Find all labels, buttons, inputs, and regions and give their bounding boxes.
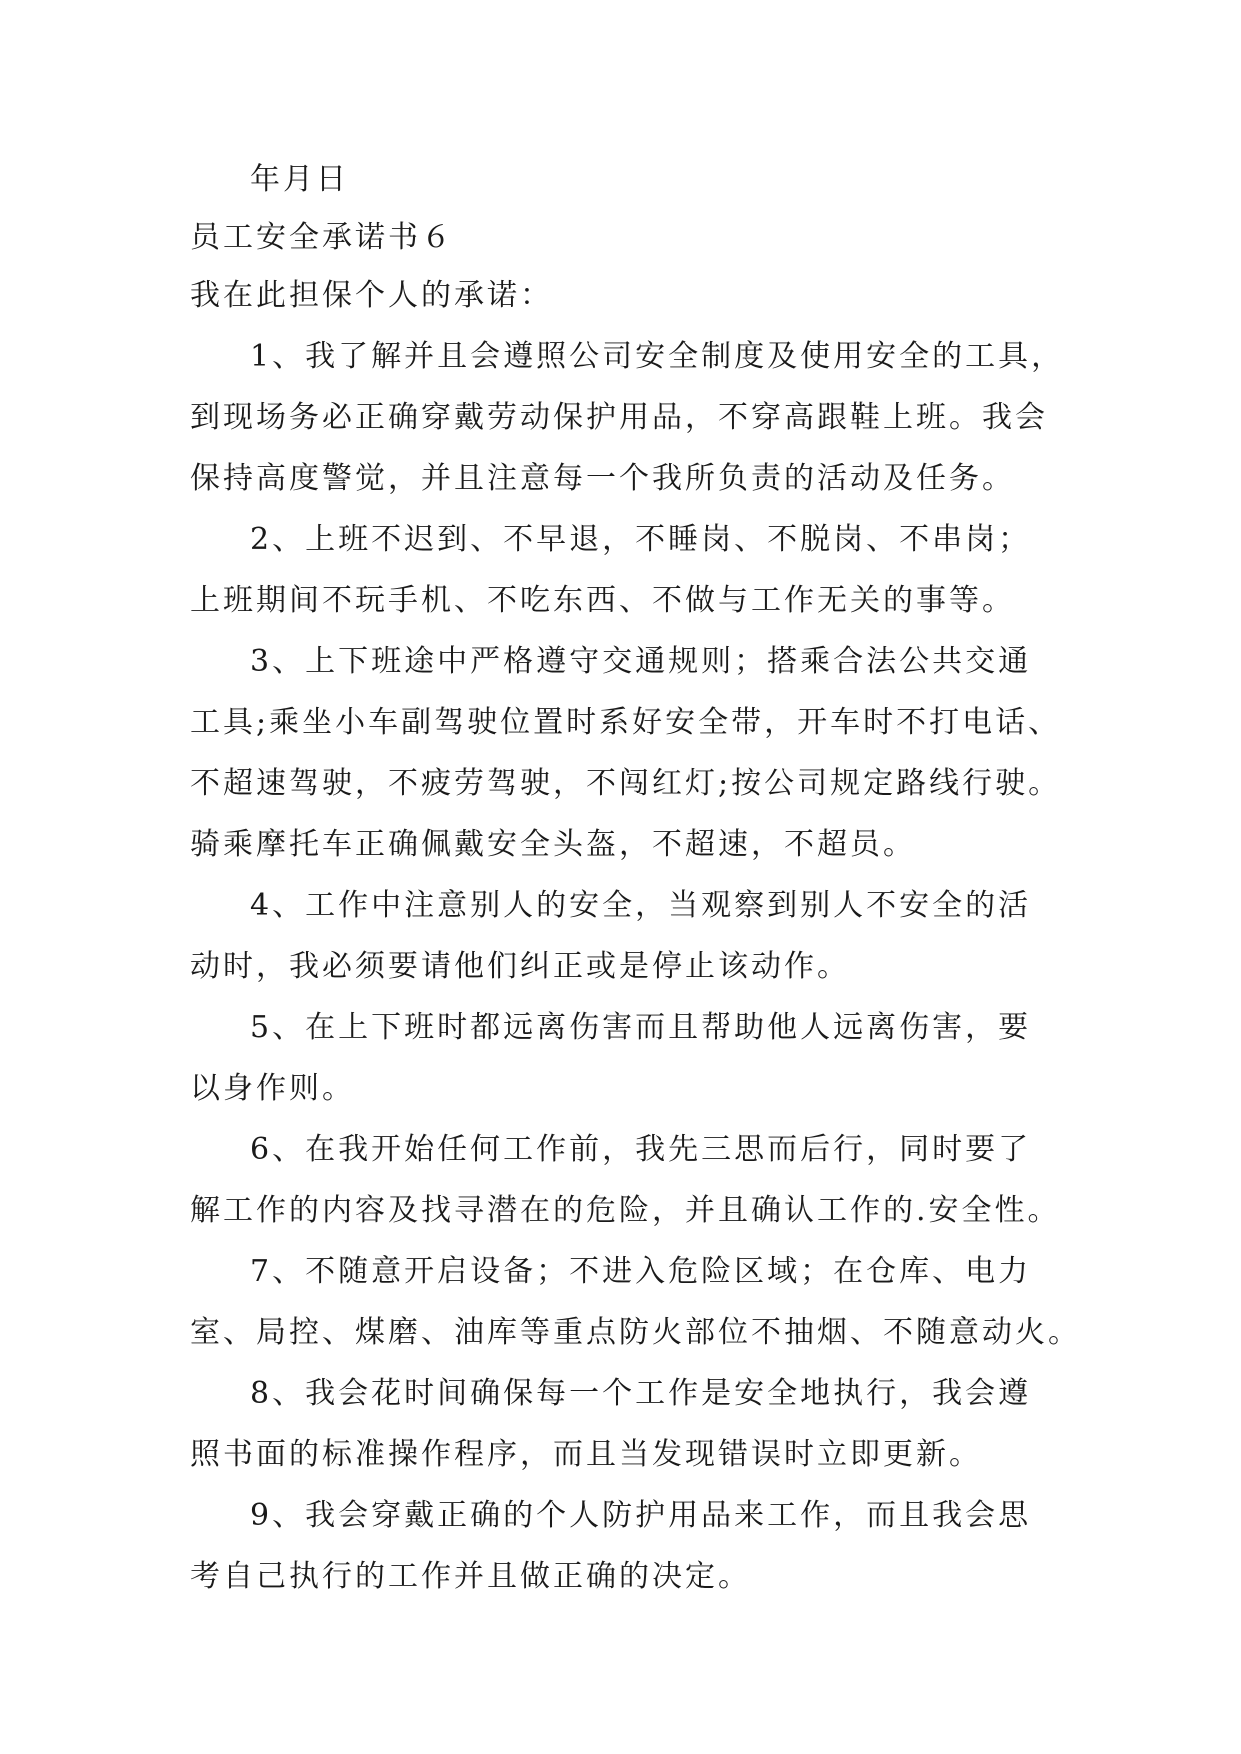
commitment-list: [190, 337, 1081, 1597]
commitment-item: [190, 1130, 1060, 1231]
paragraph-line: 不超速驾驶，不疲劳驾驶，不闯红灯;按公司规定路线行驶。: [190, 766, 1062, 801]
paragraph-line: 8、我会花时间确保每一个工作是安全地执行，我会遵: [250, 1376, 1032, 1411]
paragraph-line: 到现场务必正确穿戴劳动保护用品，不穿高跟鞋上班。我会: [190, 400, 1048, 435]
paragraph-line: 上班期间不玩手机、不吃东西、不做与工作无关的事等。: [190, 583, 1015, 618]
paragraph-line: 7、不随意开启设备；不进入危险区域；在仓库、电力: [250, 1254, 1032, 1289]
paragraph-line: 照书面的标准操作程序，而且当发现错误时立即更新。: [190, 1437, 982, 1472]
paragraph-line: 动时，我必须要请他们纠正或是停止该动作。: [190, 949, 850, 984]
paragraph-line: 骑乘摩托车正确佩戴安全头盔，不超速，不超员。: [190, 827, 916, 862]
paragraph-line: 5、在上下班时都远离伤害而且帮助他人远离伤害，要: [250, 1010, 1032, 1045]
paragraph-line: 1、我了解并且会遵照公司安全制度及使用安全的工具，: [250, 339, 1065, 374]
paragraph-line: 4、工作中注意别人的安全，当观察到别人不安全的活: [250, 888, 1032, 923]
commitment-item: [190, 1252, 1081, 1353]
commitment-item: [190, 337, 1065, 499]
paragraph-line: 2、上班不迟到、不早退，不睡岗、不脱岗、不串岗；: [250, 522, 1032, 557]
paragraph-line: 工具;乘坐小车副驾驶位置时系好安全带，开车时不打电话、: [190, 705, 1062, 740]
document-page: [190, 160, 1081, 1597]
paragraph-line: 9、我会穿戴正确的个人防护用品来工作，而且我会思: [250, 1498, 1032, 1533]
paragraph-line: 解工作的内容及找寻潜在的危险，并且确认工作的.安全性。: [190, 1193, 1061, 1228]
commitment-item: [190, 520, 1060, 621]
commitment-item: [190, 1008, 1060, 1109]
document-title: 员工安全承诺书６: [190, 220, 454, 255]
paragraph-line: 考自己执行的工作并且做正确的决定。: [190, 1559, 751, 1594]
paragraph-line: 3、上下班途中严格遵守交通规则；搭乘合法公共交通: [250, 644, 1032, 679]
commitment-item: [190, 1496, 1060, 1597]
paragraph-line: 以身作则。: [190, 1071, 355, 1106]
commitment-item: [190, 886, 1060, 987]
commitment-item: [190, 642, 1060, 865]
date-line: 年月日: [250, 162, 349, 197]
commitment-item: [190, 1374, 1060, 1475]
paragraph-line: 6、在我开始任何工作前，我先三思而后行，同时要了: [250, 1132, 1032, 1167]
paragraph-line: 室、局控、煤磨、油库等重点防火部位不抽烟、不随意动火。: [190, 1315, 1081, 1350]
paragraph-line: 保持高度警觉，并且注意每一个我所负责的活动及任务。: [190, 461, 1015, 496]
intro-line: 我在此担保个人的承诺：: [190, 278, 553, 313]
